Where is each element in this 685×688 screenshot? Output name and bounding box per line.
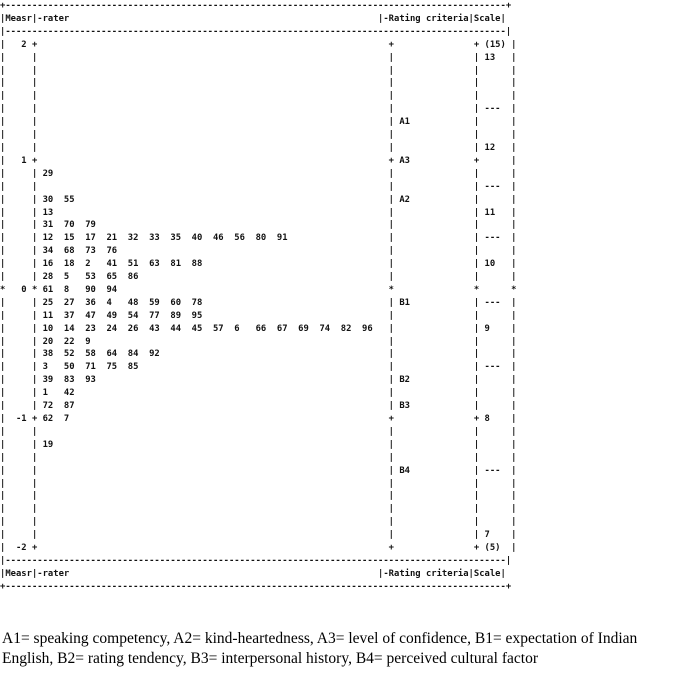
wright-map-text: +----------------------------------------------------------------------------------------------+ |Measr|-rater |-Rating criteria|Scale| |----------------------------------------------------------------------------------------------| | 2 + + + (15) | | | | | 13 | | | | | | | | | | | | | | | | | | | | --- | | | | A1 | | | | | | | | | | | 12 | | 1 + + A3 + | | | 29 | | | | | | | --- | | | 30 55 | A2 | | | | 13 | | 11 | | | 31 70 79 | | | | | 12 15 17 21 32 33 35 40 46 56 80 91 | | --- | | | 34 68 73 76 | | | | | 16 18 2 41 51 63 81 88 | | 10 | | | 28 5 53 65 86 | | | * 0 * 61 8 90 94 * * * | | 25 27 36 4 48 59 60 78 | B1 | --- | | | 11 37 47 49 54 77 89 95 | | | | | 10 14 23 24 26 43 44 45 57 6 66 67 69 74 82 96 | | 9 | | | 20 22 9 | | | | | 38 52 58 64 84 92 | | | | | 3 50 71 75 85 | | --- | | | 39 83 93 | B2 | | | | 1 42 | | | | | 72 87 | B3 | | | -1 + 62 7 + + 8 | | | | | | | | 19 | | | | | | | | | | | B4 | --- | | | | | | | | | | | | | | | | | | | | | | | | | 7 | | -2 + + + (5) | |----------------------------------------------------------------------------------------------| |Measr|-rater |-Rating criteria|Scale| +----------------------------------------------------------------------------------------------+ bbox=[0, 1, 517, 592]
figure-caption: A1= speaking competency, A2= kind-heartedness, A3= level of confidence, B1= expectation of Indian English, B2= rating tendency, B3= interpersonal history, B4= perceived cultural factor bbox=[2, 630, 638, 667]
